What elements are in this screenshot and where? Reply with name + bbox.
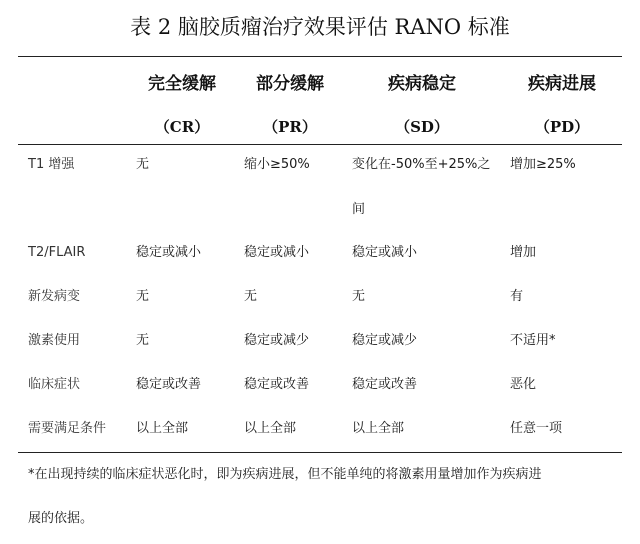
row-label: T1 增强 xyxy=(28,157,75,172)
table-cell: 无 xyxy=(244,289,258,304)
table-cell: 稳定或改善 xyxy=(244,377,310,392)
table-cell: 无 xyxy=(352,289,366,304)
table-cell: 稳定或减小 xyxy=(244,245,310,260)
table-cell: 无 xyxy=(136,333,150,348)
table-cell: 以上全部 xyxy=(352,421,405,436)
table-cell: 有 xyxy=(510,289,524,304)
row-label: 需要满足条件 xyxy=(28,421,107,436)
row-label: 新发病变 xyxy=(28,289,81,304)
table-cell: 恶化 xyxy=(510,377,537,392)
table-cell: 不适用* xyxy=(510,333,556,348)
table-cell: 任意一项 xyxy=(510,421,563,436)
table-cell: 稳定或减小 xyxy=(352,245,418,260)
table-header-rule xyxy=(18,144,622,145)
table-cell: 以上全部 xyxy=(244,421,297,436)
table-cell: 稳定或减少 xyxy=(244,333,310,348)
col-abbr-pr: （PR） xyxy=(263,118,317,136)
table-cell: 无 xyxy=(136,289,150,304)
col-header-sd: 疾病稳定 xyxy=(388,74,456,94)
table-cell: 稳定或改善 xyxy=(136,377,202,392)
row-label: 激素使用 xyxy=(28,333,81,348)
col-abbr-cr: （CR） xyxy=(154,118,210,136)
table-cell: 稳定或改善 xyxy=(352,377,418,392)
col-abbr-sd: （SD） xyxy=(395,118,449,136)
footnote-line-2: 展的依据。 xyxy=(28,511,94,526)
table-cell: 稳定或减小 xyxy=(136,245,202,260)
table-title: 表 2 脑胶质瘤治疗效果评估 RANO 标准 xyxy=(130,15,510,39)
col-header-pd: 疾病进展 xyxy=(528,74,596,94)
table-cell: 缩小≥50% xyxy=(244,157,310,172)
table-cell: 以上全部 xyxy=(136,421,189,436)
table-cell-wrap: 间 xyxy=(352,202,366,217)
footnote-line-1: *在出现持续的临床症状恶化时，即为疾病进展，但不能单纯的将激素用量增加作为疾病进 xyxy=(28,467,542,482)
row-label: T2/FLAIR xyxy=(28,245,86,260)
table-cell: 增加≥25% xyxy=(510,157,576,172)
table-cell: 增加 xyxy=(510,245,537,260)
col-abbr-pd: （PD） xyxy=(534,118,590,136)
table-cell: 变化在-50%至+25%之 xyxy=(352,157,491,172)
col-header-cr: 完全缓解 xyxy=(148,74,216,94)
table-top-rule xyxy=(18,56,622,57)
table-bottom-rule xyxy=(18,452,622,453)
col-header-pr: 部分缓解 xyxy=(256,74,324,94)
table-cell: 无 xyxy=(136,157,150,172)
table-cell: 稳定或减少 xyxy=(352,333,418,348)
row-label: 临床症状 xyxy=(28,377,81,392)
